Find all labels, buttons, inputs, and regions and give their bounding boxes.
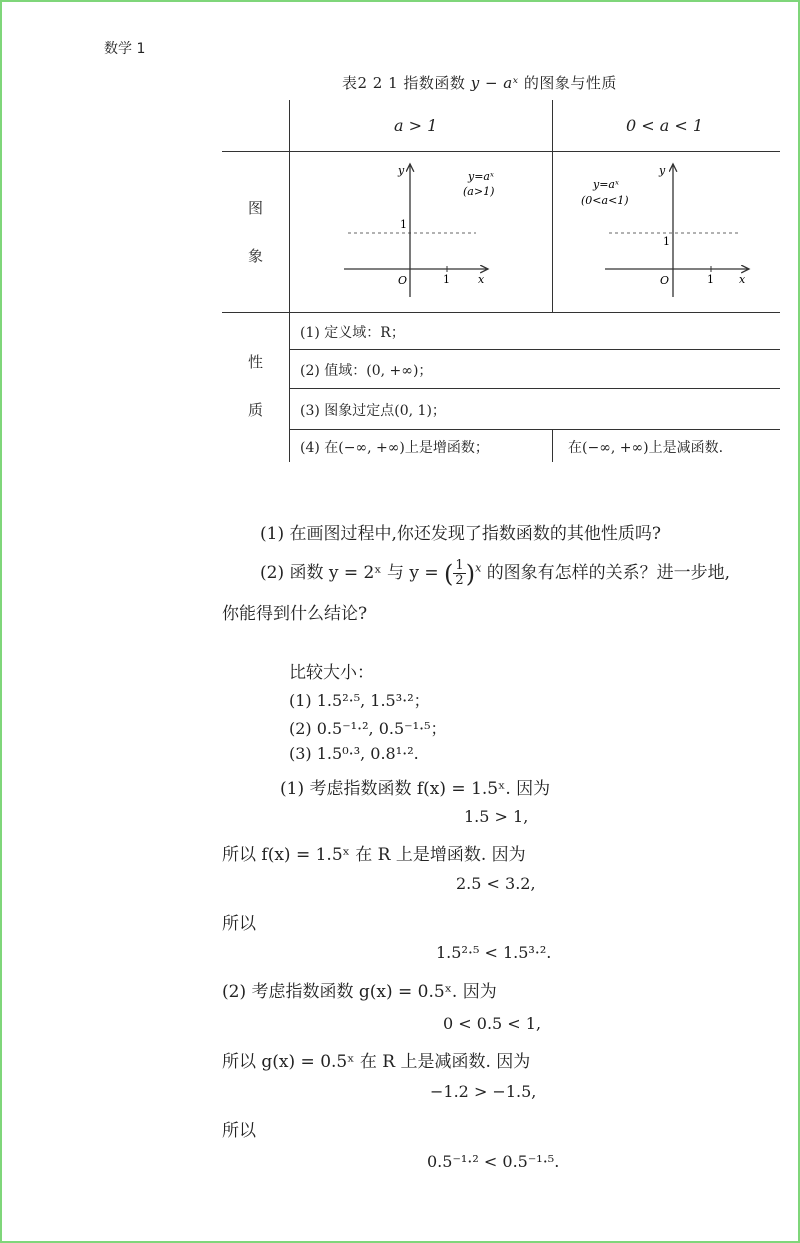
g1-one-label: 1	[400, 218, 407, 231]
g2-one-label: 1	[663, 235, 670, 248]
solution-line-4: (2) 考虑指数函数 g(x) = 0.5ˣ. 因为	[222, 982, 497, 1002]
property-increasing: (4) 在(−∞, +∞)上是增函数；	[300, 440, 489, 456]
example-title: 比较大小：	[289, 663, 374, 683]
question-2	[260, 558, 730, 588]
g1-formula: y=aˣ	[468, 170, 494, 183]
question-2-part-a: (2) 函数 y = 2ˣ 与 y =	[260, 563, 439, 583]
col-header-a-lt-1: 0 < a < 1	[626, 116, 704, 135]
g1-x-label: x	[478, 273, 485, 286]
col-header-a-gt-1: a > 1	[394, 116, 438, 135]
example-item-1: (1) 1.5²·⁵, 1.5³·²；	[289, 691, 430, 710]
table-caption	[342, 72, 617, 93]
g2-x-label: x	[739, 273, 746, 286]
g1-condition: (a>1)	[463, 185, 495, 198]
row-label-property-1: 性	[248, 353, 264, 371]
row-label-image-2: 象	[248, 247, 264, 265]
property-decreasing: 在(−∞, +∞)上是减函数.	[568, 440, 724, 456]
solution-eq-5: −1.2 > −1.5,	[430, 1082, 537, 1101]
g1-origin-label: O	[398, 274, 408, 287]
property-domain: (1) 定义域：R；	[300, 325, 405, 341]
paren-left: (	[444, 559, 454, 588]
caption-func: y − aˣ	[470, 74, 519, 92]
property-range: (2) 值域：(0, +∞)；	[300, 363, 433, 379]
solution-line-1: (1) 考虑指数函数 f(x) = 1.5ˣ. 因为	[280, 779, 551, 799]
caption-prefix: 表2 2 1 指数函数	[342, 74, 466, 92]
graph-decreasing	[553, 152, 780, 312]
solution-line-3: 所以	[222, 914, 256, 934]
g1-xone-label: 1	[443, 273, 450, 286]
solution-eq-4: 0 < 0.5 < 1,	[443, 1014, 542, 1033]
solution-line-6: 所以	[222, 1121, 256, 1141]
g2-formula: y=aˣ	[593, 178, 619, 191]
fraction-denominator: 2	[455, 573, 464, 588]
g2-y-label: y	[659, 164, 666, 177]
row-label-image-1: 图	[248, 199, 264, 217]
g1-y-label: y	[398, 164, 405, 177]
caption-suffix: 的图象与性质	[523, 74, 617, 92]
solution-eq-1: 1.5 > 1,	[464, 807, 529, 826]
fraction-numerator: 1	[455, 558, 464, 573]
solution-line-5: 所以 g(x) = 0.5ˣ 在 R 上是减函数. 因为	[222, 1052, 531, 1072]
property-fixed-point: (3) 图象过定点(0, 1)；	[300, 403, 446, 419]
row-label-image	[248, 184, 263, 280]
paren-right: )	[465, 559, 476, 588]
row-label-property-2: 质	[248, 401, 264, 419]
g2-condition: (0<a<1)	[581, 194, 629, 207]
example-item-2: (2) 0.5⁻¹·², 0.5⁻¹·⁵；	[289, 719, 447, 738]
solution-eq-6: 0.5⁻¹·² < 0.5⁻¹·⁵.	[427, 1152, 560, 1171]
question-2-continued: 你能得到什么结论?	[222, 604, 368, 624]
solution-eq-3: 1.5²·⁵ < 1.5³·².	[436, 943, 552, 962]
example-item-3: (3) 1.5⁰·³, 0.8¹·².	[289, 744, 419, 763]
g2-xone-label: 1	[707, 273, 714, 286]
solution-line-2: 所以 f(x) = 1.5ˣ 在 R 上是增函数. 因为	[222, 845, 526, 865]
solution-eq-2: 2.5 < 3.2,	[456, 874, 536, 893]
g2-origin-label: O	[660, 274, 670, 287]
graph-increasing	[290, 152, 552, 312]
question-2-part-b: 的图象有怎样的关系？进一步地,	[486, 563, 731, 583]
book-header: 数学 1	[104, 41, 146, 57]
fraction-exponent: x	[475, 561, 482, 575]
row-label-property	[248, 338, 263, 434]
question-1: (1) 在画图过程中,你还发现了指数函数的其他性质吗?	[260, 524, 662, 544]
